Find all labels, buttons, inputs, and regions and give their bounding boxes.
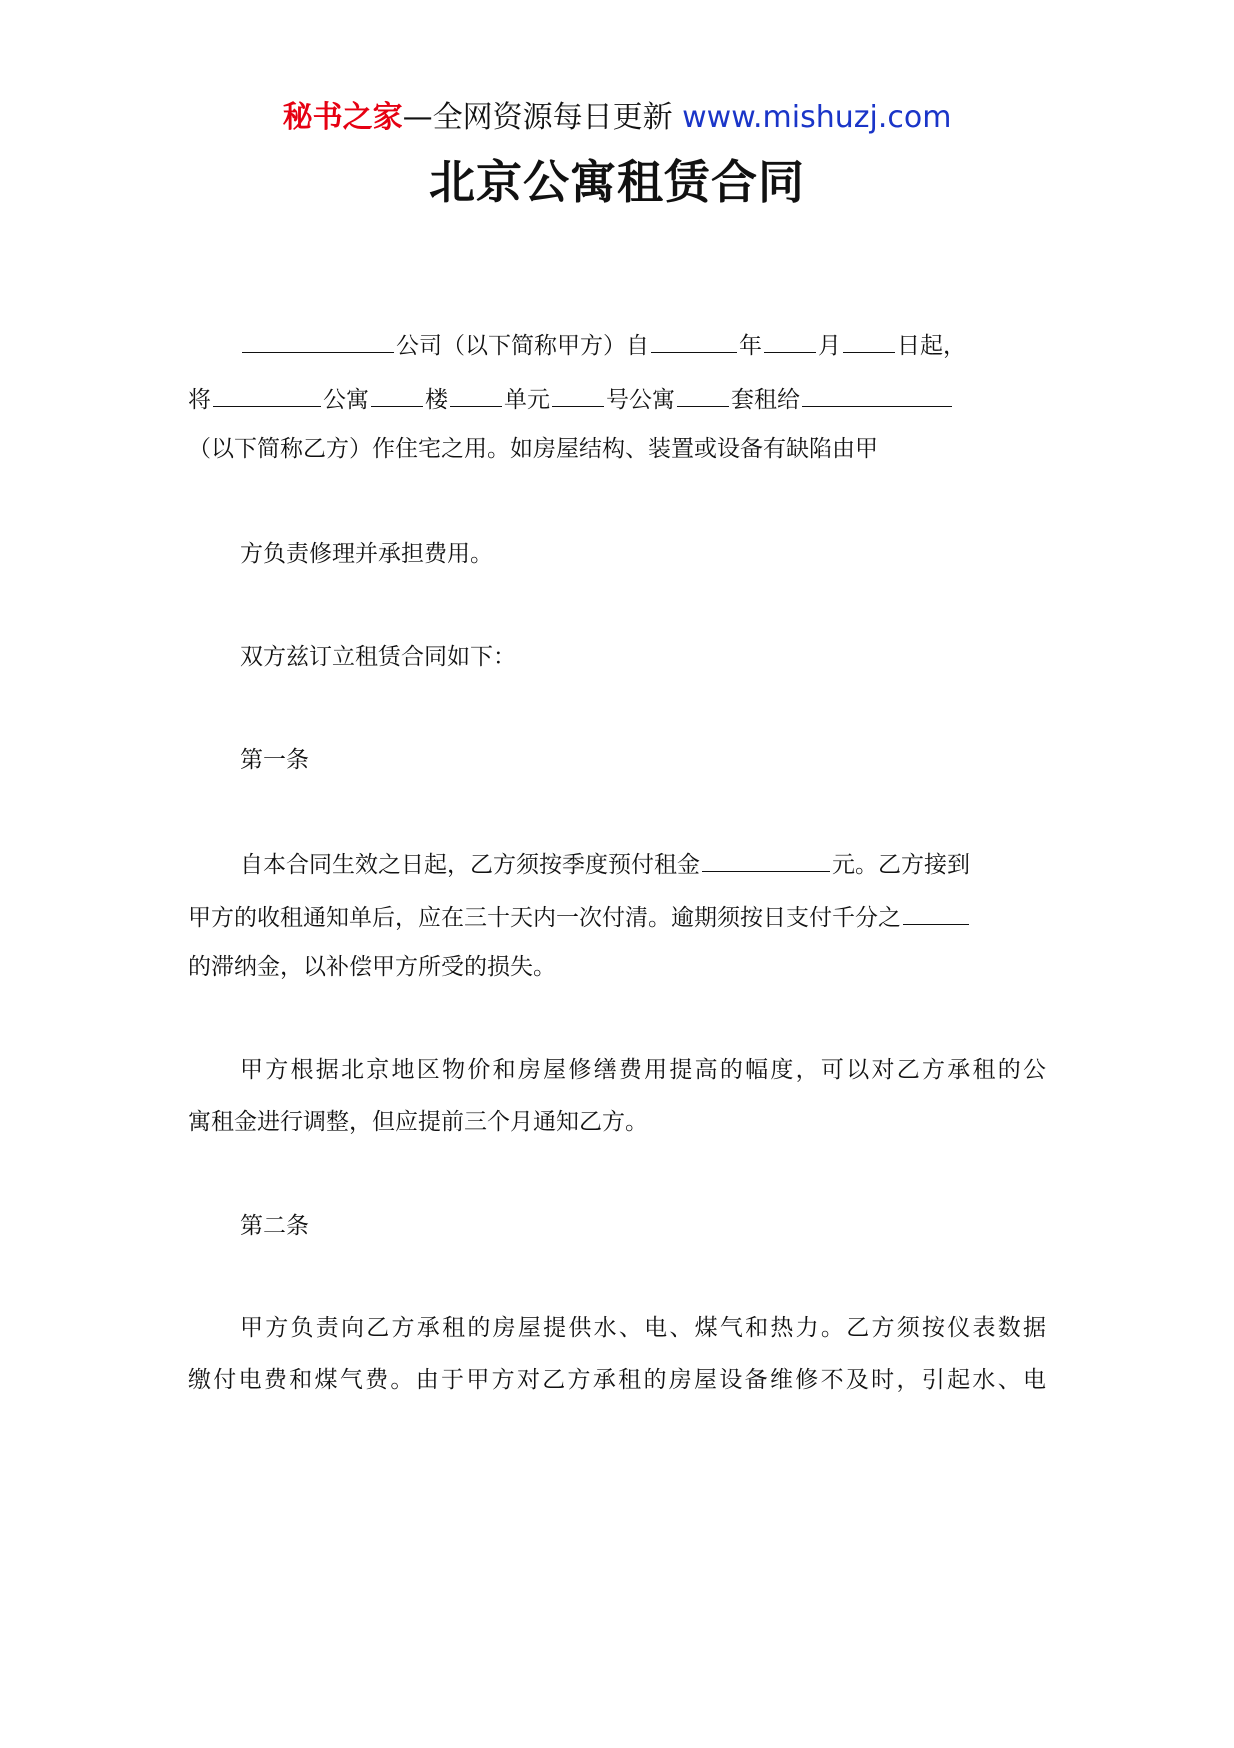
text-span: 套租给 bbox=[731, 387, 800, 413]
fill-blank-tenant bbox=[802, 380, 952, 407]
paragraph-line bbox=[188, 898, 1046, 935]
paragraph-line: 缴付电费和煤气费。由于甲方对乙方承租的房屋设备维修不及时，引起水、电 bbox=[188, 1367, 1046, 1393]
fill-blank-company bbox=[242, 326, 394, 353]
text-span: 公寓 bbox=[323, 387, 369, 413]
fill-blank-number bbox=[552, 380, 604, 407]
text-span: 元。乙方接到 bbox=[832, 852, 970, 878]
fill-blank-unit bbox=[450, 380, 502, 407]
site-banner bbox=[0, 98, 1234, 138]
paragraph-line: （以下简称乙方）作住宅之用。如房屋结构、装置或设备有缺陷由甲 bbox=[188, 436, 878, 462]
fill-blank-suite bbox=[677, 380, 729, 407]
paragraph-line bbox=[240, 845, 1046, 882]
text-span: 楼 bbox=[425, 387, 448, 413]
paragraph-line: 甲方负责向乙方承租的房屋提供水、电、煤气和热力。乙方须按仪表数据 bbox=[240, 1315, 1046, 1341]
fill-blank-late-fee-rate bbox=[903, 898, 969, 925]
text-span: 将 bbox=[188, 387, 211, 413]
fill-blank-day bbox=[843, 326, 895, 353]
paragraph-line bbox=[188, 380, 1046, 417]
fill-blank-month bbox=[764, 326, 816, 353]
brand-name: 秘书之家 bbox=[282, 100, 403, 135]
text-span: 公司（以下简称甲方）自 bbox=[396, 333, 649, 359]
site-url-link[interactable]: www.mishuzj.com bbox=[682, 100, 952, 135]
fill-blank-building bbox=[371, 380, 423, 407]
fill-blank-rent bbox=[702, 845, 830, 872]
text-span: 月 bbox=[818, 333, 841, 359]
paragraph: 方负责修理并承担费用。 bbox=[240, 541, 493, 567]
text-span: 年 bbox=[739, 333, 762, 359]
text-span: 自本合同生效之日起，乙方须按季度预付租金 bbox=[240, 852, 700, 878]
article-heading: 第一条 bbox=[240, 747, 309, 773]
paragraph-line: 寓租金进行调整，但应提前三个月通知乙方。 bbox=[188, 1109, 648, 1135]
fill-blank-apartment-name bbox=[213, 380, 321, 407]
text-span: 日起， bbox=[897, 333, 966, 359]
paragraph-line: 的滞纳金，以补偿甲方所受的损失。 bbox=[188, 954, 556, 980]
fill-blank-year bbox=[651, 326, 737, 353]
paragraph-line bbox=[240, 326, 1046, 363]
document-title: 北京公寓租赁合同 bbox=[429, 155, 805, 209]
text-span: 单元 bbox=[504, 387, 550, 413]
article-heading: 第二条 bbox=[240, 1213, 309, 1239]
paragraph: 双方兹订立租赁合同如下： bbox=[240, 644, 516, 670]
banner-tagline: —全网资源每日更新 bbox=[402, 100, 673, 135]
text-span: 甲方的收租通知单后，应在三十天内一次付清。逾期须按日支付千分之 bbox=[188, 905, 901, 931]
text-span: 号公寓 bbox=[606, 387, 675, 413]
paragraph-line: 甲方根据北京地区物价和房屋修缮费用提高的幅度，可以对乙方承租的公 bbox=[240, 1057, 1046, 1083]
